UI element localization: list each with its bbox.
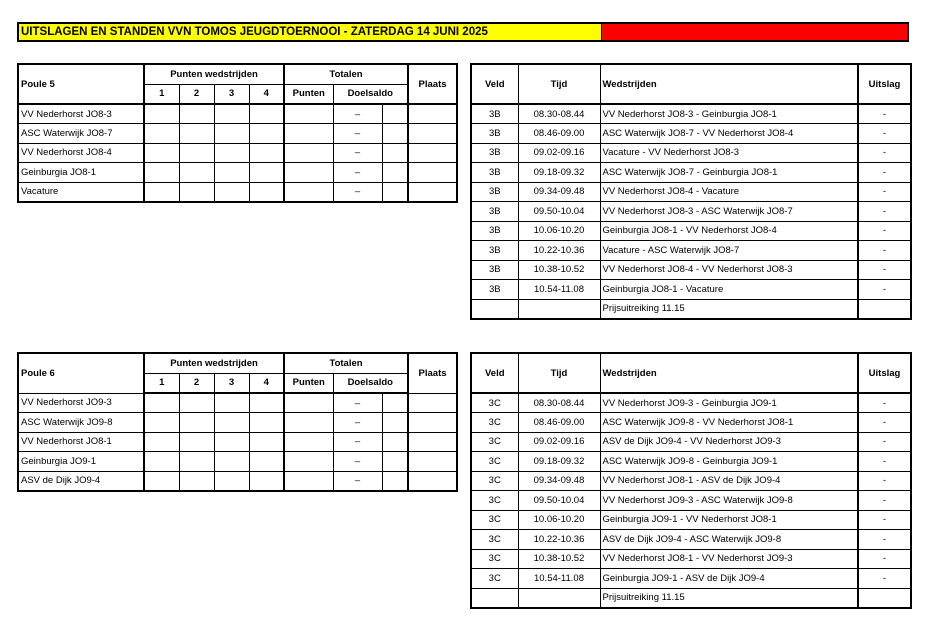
header-doelsaldo: Doelsaldo (333, 84, 408, 104)
match-result: - (858, 549, 911, 569)
match-result: - (858, 510, 911, 530)
score-cell (179, 143, 214, 163)
score-cell (214, 393, 249, 413)
header-punten-wedstrijden: Punten wedstrijden (144, 353, 284, 373)
goal-diff-dash: – (333, 124, 382, 144)
match-time: 10.54-11.08 (518, 569, 600, 589)
goal-diff-dash: – (333, 452, 382, 472)
score-cell (249, 182, 284, 202)
place-cell (408, 393, 457, 413)
header-totalen: Totalen (284, 64, 408, 84)
header-doelsaldo: Doelsaldo (333, 373, 408, 393)
match-teams: Geinburgia JO9-1 - ASV de Dijk JO9-4 (600, 569, 858, 589)
goal-diff-cell (382, 432, 408, 452)
score-cell (214, 471, 249, 491)
goal-diff-dash: – (333, 471, 382, 491)
match-teams: Vacature - VV Nederhorst JO8-3 (600, 143, 858, 163)
match-teams: Geinburgia JO8-1 - Vacature (600, 280, 858, 300)
match-field: 3B (471, 104, 518, 124)
match-row (471, 432, 911, 452)
score-cell (179, 393, 214, 413)
match-teams: VV Nederhorst JO8-1 - VV Nederhorst JO9-3 (600, 549, 858, 569)
score-cell (179, 182, 214, 202)
match-teams: VV Nederhorst JO8-1 - ASV de Dijk JO9-4 (600, 471, 858, 491)
match-row (471, 413, 911, 433)
team-name: VV Nederhorst JO9-3 (18, 393, 144, 413)
matches-table-poule-6 (470, 352, 912, 609)
match-time: 09.50-10.04 (518, 491, 600, 511)
match-field: 3C (471, 393, 518, 413)
empty-cell (518, 588, 600, 608)
place-cell (408, 182, 457, 202)
match-result: - (858, 221, 911, 241)
match-teams: ASC Waterwijk JO8-7 - VV Nederhorst JO8-4 (600, 124, 858, 144)
match-time: 10.06-10.20 (518, 221, 600, 241)
score-cell (144, 182, 179, 202)
match-result: - (858, 413, 911, 433)
match-time: 10.54-11.08 (518, 280, 600, 300)
match-row (471, 124, 911, 144)
match-teams: ASC Waterwijk JO8-7 - Geinburgia JO8-1 (600, 163, 858, 183)
points-cell (284, 452, 333, 472)
score-cell (249, 143, 284, 163)
score-cell (214, 182, 249, 202)
place-cell (408, 432, 457, 452)
header-game-1: 1 (144, 373, 179, 393)
match-teams: ASC Waterwijk JO9-8 - Geinburgia JO9-1 (600, 452, 858, 472)
match-row (471, 182, 911, 202)
header-tijd: Tijd (518, 64, 600, 104)
match-time: 10.22-10.36 (518, 241, 600, 261)
standings-table-poule-5 (17, 63, 458, 203)
team-name: ASC Waterwijk JO8-7 (18, 124, 144, 144)
header-game-4: 4 (249, 373, 284, 393)
score-cell (144, 124, 179, 144)
header-veld: Veld (471, 353, 518, 393)
goal-diff-cell (382, 182, 408, 202)
score-cell (249, 413, 284, 433)
match-field: 3B (471, 260, 518, 280)
goal-diff-cell (382, 413, 408, 433)
score-cell (144, 432, 179, 452)
match-time: 09.34-09.48 (518, 182, 600, 202)
table-row (18, 163, 457, 183)
header-game-3: 3 (214, 84, 249, 104)
score-cell (144, 471, 179, 491)
match-time: 09.02-09.16 (518, 432, 600, 452)
match-teams: VV Nederhorst JO8-3 - ASC Waterwijk JO8-7 (600, 202, 858, 222)
team-name: ASV de Dijk JO9-4 (18, 471, 144, 491)
prize-ceremony-text: Prijsuitreiking 11.15 (600, 588, 858, 608)
match-result: - (858, 393, 911, 413)
header-uitslag: Uitslag (858, 64, 911, 104)
score-cell (249, 393, 284, 413)
points-cell (284, 182, 333, 202)
score-cell (179, 163, 214, 183)
goal-diff-cell (382, 124, 408, 144)
score-cell (249, 104, 284, 124)
points-cell (284, 124, 333, 144)
table-row (18, 182, 457, 202)
table-row (18, 143, 457, 163)
match-field: 3C (471, 471, 518, 491)
match-row (471, 471, 911, 491)
match-result: - (858, 432, 911, 452)
match-row (471, 530, 911, 550)
prize-row (471, 299, 911, 319)
match-row (471, 163, 911, 183)
match-row (471, 241, 911, 261)
match-teams: Geinburgia JO8-1 - VV Nederhorst JO8-4 (600, 221, 858, 241)
points-cell (284, 163, 333, 183)
goal-diff-dash: – (333, 143, 382, 163)
place-cell (408, 124, 457, 144)
points-cell (284, 393, 333, 413)
match-row (471, 393, 911, 413)
score-cell (179, 432, 214, 452)
goal-diff-dash: – (333, 163, 382, 183)
header-uitslag: Uitslag (858, 353, 911, 393)
score-cell (179, 452, 214, 472)
match-result: - (858, 104, 911, 124)
goal-diff-cell (382, 104, 408, 124)
goal-diff-cell (382, 471, 408, 491)
empty-cell (858, 588, 911, 608)
match-teams: Vacature - ASC Waterwijk JO8-7 (600, 241, 858, 261)
score-cell (179, 104, 214, 124)
match-row (471, 569, 911, 589)
team-name: VV Nederhorst JO8-3 (18, 104, 144, 124)
match-result: - (858, 124, 911, 144)
match-teams: VV Nederhorst JO8-4 - Vacature (600, 182, 858, 202)
match-time: 10.38-10.52 (518, 260, 600, 280)
score-cell (249, 163, 284, 183)
match-field: 3C (471, 510, 518, 530)
score-cell (249, 124, 284, 144)
place-cell (408, 471, 457, 491)
team-name: Geinburgia JO9-1 (18, 452, 144, 472)
score-cell (214, 143, 249, 163)
match-field: 3B (471, 163, 518, 183)
match-result: - (858, 163, 911, 183)
table-row (18, 413, 457, 433)
standings-table-poule-6 (17, 352, 458, 492)
match-time: 09.18-09.32 (518, 452, 600, 472)
poule-name: Poule 6 (18, 353, 144, 393)
match-row (471, 260, 911, 280)
goal-diff-dash: – (333, 182, 382, 202)
match-result: - (858, 182, 911, 202)
empty-cell (471, 299, 518, 319)
score-cell (214, 163, 249, 183)
place-cell (408, 452, 457, 472)
match-field: 3B (471, 124, 518, 144)
table-row (18, 104, 457, 124)
match-field: 3C (471, 530, 518, 550)
match-teams: ASV de Dijk JO9-4 - ASC Waterwijk JO9-8 (600, 530, 858, 550)
header-plaats: Plaats (408, 64, 457, 104)
score-cell (214, 452, 249, 472)
goal-diff-dash: – (333, 413, 382, 433)
match-field: 3B (471, 221, 518, 241)
score-cell (144, 104, 179, 124)
empty-cell (471, 588, 518, 608)
poule-name: Poule 5 (18, 64, 144, 104)
title-banner (17, 22, 909, 42)
points-cell (284, 143, 333, 163)
goal-diff-dash: – (333, 104, 382, 124)
score-cell (144, 393, 179, 413)
place-cell (408, 413, 457, 433)
score-cell (144, 452, 179, 472)
match-time: 08.30-08.44 (518, 104, 600, 124)
match-field: 3B (471, 280, 518, 300)
score-cell (144, 163, 179, 183)
points-cell (284, 413, 333, 433)
score-cell (179, 124, 214, 144)
prize-row (471, 588, 911, 608)
banner-red-block (602, 24, 907, 40)
score-cell (179, 413, 214, 433)
score-cell (214, 104, 249, 124)
match-result: - (858, 569, 911, 589)
match-teams: VV Nederhorst JO9-3 - Geinburgia JO9-1 (600, 393, 858, 413)
match-time: 08.46-09.00 (518, 124, 600, 144)
match-teams: Geinburgia JO9-1 - VV Nederhorst JO8-1 (600, 510, 858, 530)
match-row (471, 510, 911, 530)
goal-diff-dash: – (333, 393, 382, 413)
match-teams: VV Nederhorst JO9-3 - ASC Waterwijk JO9-8 (600, 491, 858, 511)
match-field: 3C (471, 432, 518, 452)
place-cell (408, 143, 457, 163)
team-name: VV Nederhorst JO8-4 (18, 143, 144, 163)
match-field: 3B (471, 143, 518, 163)
team-name: ASC Waterwijk JO9-8 (18, 413, 144, 433)
team-name: VV Nederhorst JO8-1 (18, 432, 144, 452)
header-game-4: 4 (249, 84, 284, 104)
match-result: - (858, 530, 911, 550)
goal-diff-dash: – (333, 432, 382, 452)
score-cell (214, 432, 249, 452)
header-totalen: Totalen (284, 353, 408, 373)
banner-title: UITSLAGEN EN STANDEN VVN TOMOS JEUGDTOERNOOI - ZATERDAG 14 JUNI 2025 (19, 24, 602, 40)
match-row (471, 202, 911, 222)
table-row (18, 452, 457, 472)
match-field: 3C (471, 569, 518, 589)
match-time: 09.50-10.04 (518, 202, 600, 222)
match-row (471, 491, 911, 511)
match-result: - (858, 280, 911, 300)
match-teams: VV Nederhorst JO8-4 - VV Nederhorst JO8-3 (600, 260, 858, 280)
match-time: 09.02-09.16 (518, 143, 600, 163)
match-field: 3C (471, 491, 518, 511)
match-field: 3C (471, 413, 518, 433)
table-row (18, 393, 457, 413)
match-time: 08.30-08.44 (518, 393, 600, 413)
match-teams: ASC Waterwijk JO9-8 - VV Nederhorst JO8-1 (600, 413, 858, 433)
match-field: 3B (471, 202, 518, 222)
match-row (471, 452, 911, 472)
match-result: - (858, 202, 911, 222)
empty-cell (858, 299, 911, 319)
match-row (471, 280, 911, 300)
match-teams: VV Nederhorst JO8-3 - Geinburgia JO8-1 (600, 104, 858, 124)
header-game-2: 2 (179, 373, 214, 393)
header-game-3: 3 (214, 373, 249, 393)
header-wedstrijden: Wedstrijden (600, 64, 858, 104)
place-cell (408, 104, 457, 124)
match-field: 3C (471, 452, 518, 472)
place-cell (408, 163, 457, 183)
match-time: 08.46-09.00 (518, 413, 600, 433)
score-cell (249, 452, 284, 472)
match-result: - (858, 143, 911, 163)
match-field: 3B (471, 182, 518, 202)
score-cell (249, 432, 284, 452)
score-cell (214, 413, 249, 433)
match-field: 3C (471, 549, 518, 569)
goal-diff-cell (382, 143, 408, 163)
match-row (471, 549, 911, 569)
header-plaats: Plaats (408, 353, 457, 393)
score-cell (249, 471, 284, 491)
score-cell (214, 124, 249, 144)
goal-diff-cell (382, 163, 408, 183)
header-wedstrijden: Wedstrijden (600, 353, 858, 393)
points-cell (284, 432, 333, 452)
empty-cell (518, 299, 600, 319)
match-row (471, 104, 911, 124)
match-result: - (858, 452, 911, 472)
header-tijd: Tijd (518, 353, 600, 393)
match-time: 09.18-09.32 (518, 163, 600, 183)
match-result: - (858, 491, 911, 511)
match-time: 10.22-10.36 (518, 530, 600, 550)
header-game-2: 2 (179, 84, 214, 104)
match-result: - (858, 241, 911, 261)
match-teams: ASV de Dijk JO9-4 - VV Nederhorst JO9-3 (600, 432, 858, 452)
matches-table-poule-5 (470, 63, 912, 320)
goal-diff-cell (382, 393, 408, 413)
table-row (18, 471, 457, 491)
table-row (18, 124, 457, 144)
prize-ceremony-text: Prijsuitreiking 11.15 (600, 299, 858, 319)
header-game-1: 1 (144, 84, 179, 104)
match-time: 10.38-10.52 (518, 549, 600, 569)
goal-diff-cell (382, 452, 408, 472)
team-name: Vacature (18, 182, 144, 202)
match-time: 09.34-09.48 (518, 471, 600, 491)
score-cell (144, 143, 179, 163)
header-veld: Veld (471, 64, 518, 104)
match-result: - (858, 260, 911, 280)
match-result: - (858, 471, 911, 491)
team-name: Geinburgia JO8-1 (18, 163, 144, 183)
table-row (18, 432, 457, 452)
points-cell (284, 104, 333, 124)
header-punten-wedstrijden: Punten wedstrijden (144, 64, 284, 84)
match-time: 10.06-10.20 (518, 510, 600, 530)
header-punten: Punten (284, 373, 333, 393)
match-row (471, 221, 911, 241)
points-cell (284, 471, 333, 491)
score-cell (179, 471, 214, 491)
header-punten: Punten (284, 84, 333, 104)
score-cell (144, 413, 179, 433)
match-row (471, 143, 911, 163)
match-field: 3B (471, 241, 518, 261)
